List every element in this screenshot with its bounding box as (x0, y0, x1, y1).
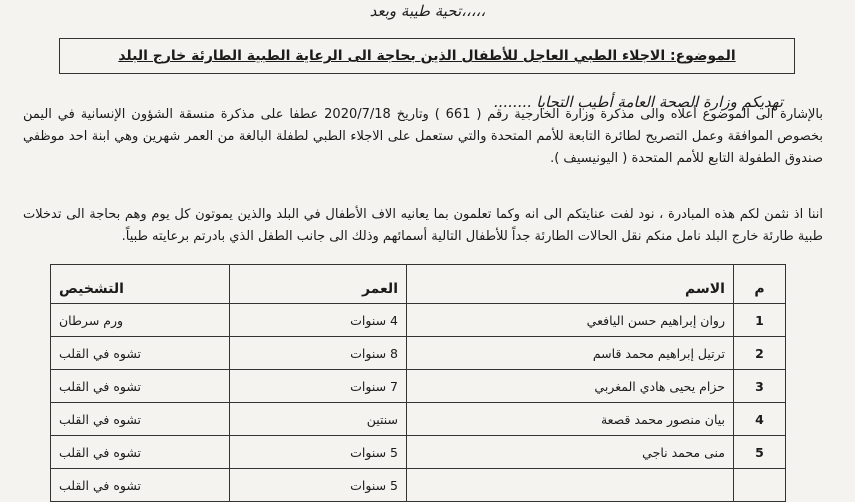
subject-line: الموضوع: الاجلاء الطبي العاجل للأطفال الذين بحاجة الى الرعاية الطبية الطارئة خارج البلد (118, 48, 736, 64)
row-num: 2 (734, 337, 786, 370)
row-name: ترتيل إبراهيم محمد قاسم (407, 337, 734, 370)
table-row (51, 436, 786, 469)
row-name: روان إبراهيم حسن اليافعي (407, 304, 734, 337)
paragraph-1: بالإشارة الى الموضوع أعلاه والى مذكرة وزارة الخارجية رقم ( 661 ) وتاريخ 2020/7/18 عطفا على مذكرة منسقة الشؤون الإنسانية في اليمن بخصوص الموافقة وعمل التصريح لطائرة التابعة للأمم المتحدة والتي ستعمل على الاجلاء الطبي لطفلة البالغة من العمر شهرين وهي ابنة احد موظفي صندوق الطفولة التابع للأمم المتحدة ( اليونيسيف ). (23, 107, 823, 166)
row-name: منى محمد ناجي (407, 436, 734, 469)
subject-box (59, 38, 795, 74)
table-row (51, 403, 786, 436)
row-name: بيان منصور محمد قصعة (407, 403, 734, 436)
row-age: سنتين (230, 403, 407, 436)
salutation: تهديكم وزارة الصحة العامة أطيب التحايا ........ (493, 93, 783, 111)
table-row (51, 469, 786, 502)
table-row (51, 304, 786, 337)
row-age: 5 سنوات (230, 436, 407, 469)
greeting: تحية طيبة وبعد،،،،، (369, 2, 486, 20)
row-num: 5 (734, 436, 786, 469)
row-diagnosis: تشوه في القلب (51, 436, 230, 469)
paragraph-2: اننا اذ نثمن لكم هذه المبادرة ، نود لفت عنايتكم الى انه وكما تعلمون بما يعانيه الاف الأطفال في البلد والذين يموتون كل يوم وهم بحاجة الى تدخلات طبية طارئة خارج البلد نامل منكم نقل الحالات الطارئة جداً للأطفال التالية أسمائهم وذلك الى جانب الطفل الذي بادرتم برعايته طبياً. (23, 207, 823, 244)
row-diagnosis: تشوه في القلب (51, 469, 230, 502)
row-num: 4 (734, 403, 786, 436)
table-row (51, 370, 786, 403)
row-diagnosis: تشوه في القلب (51, 403, 230, 436)
row-age: 4 سنوات (230, 304, 407, 337)
row-age: 8 سنوات (230, 337, 407, 370)
table-header-row (51, 265, 786, 304)
row-name: حزام يحيى هادي المغربي (407, 370, 734, 403)
header-diagnosis: التشخيص (51, 265, 230, 304)
row-num: 3 (734, 370, 786, 403)
row-age: 7 سنوات (230, 370, 407, 403)
row-diagnosis: ورم سرطان (51, 304, 230, 337)
header-num: م (734, 265, 786, 304)
table-row (51, 337, 786, 370)
row-name (407, 469, 734, 502)
row-num: 1 (734, 304, 786, 337)
children-table (50, 264, 786, 502)
header-name: الاسم (407, 265, 734, 304)
row-num (734, 469, 786, 502)
row-age: 5 سنوات (230, 469, 407, 502)
row-diagnosis: تشوه في القلب (51, 370, 230, 403)
row-diagnosis: تشوه في القلب (51, 337, 230, 370)
header-age: العمر (230, 265, 407, 304)
